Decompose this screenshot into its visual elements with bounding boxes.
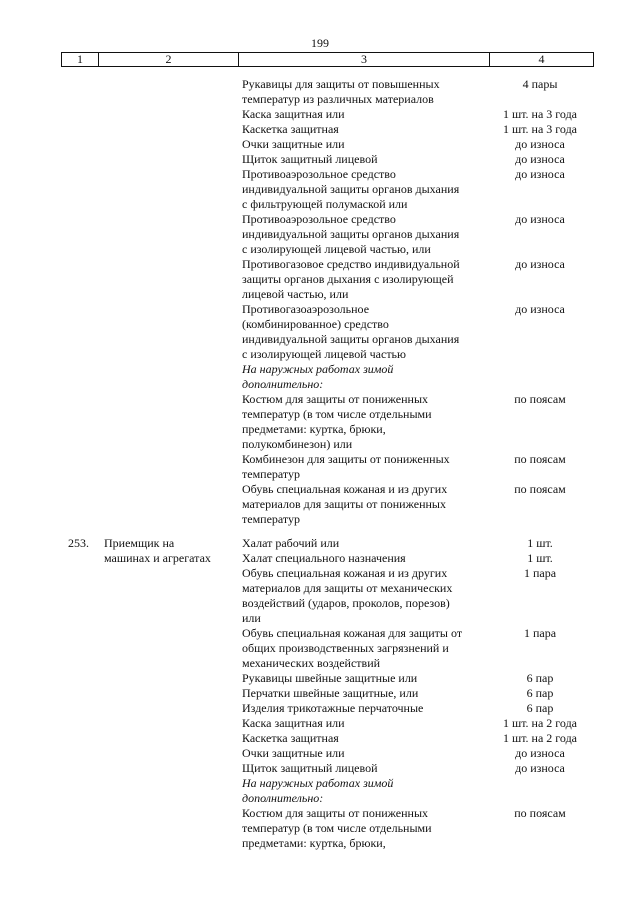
text-line: Перчатки швейные защитные, или	[242, 686, 419, 700]
block1-item-norm: до износа	[515, 137, 565, 151]
block1-item-norm: 1 шт. на 3 года	[502, 122, 578, 136]
block2-item-norm: 6 пар	[526, 701, 554, 715]
text-line: На наружных работах зимой	[242, 362, 394, 376]
text-line: защиты органов дыхания с изолирующей	[242, 272, 454, 286]
block2-item-norm: 1 шт.	[527, 551, 553, 565]
text-line: Приемщик на	[104, 536, 175, 550]
text-line: или	[242, 611, 261, 625]
text-line: Рукавицы швейные защитные или	[242, 671, 418, 685]
block1-item-norm: до износа	[515, 257, 565, 271]
block2-item-norm: 1 пара	[523, 566, 557, 580]
item-number: 253.	[68, 536, 89, 550]
block1-item-norm: по поясам	[514, 392, 566, 406]
text-line: Обувь специальная кожаная и из других	[242, 566, 448, 580]
block1-item-name	[242, 362, 492, 392]
text-line: Халат рабочий или	[242, 536, 340, 550]
text-line: Комбинезон для защиты от пониженных	[242, 452, 450, 466]
block2-item-norm: до износа	[515, 746, 565, 760]
text-line: с фильтрующей полумаской или	[242, 197, 408, 211]
text-line: Противоаэрозольное средство	[242, 167, 396, 181]
block2-item-name	[242, 536, 492, 551]
block1-item-norm: до износа	[515, 212, 565, 226]
column-header-row	[61, 52, 594, 67]
block1-item-name	[242, 452, 492, 482]
text-line: температур	[242, 467, 301, 481]
block1-item-name	[242, 302, 492, 362]
profession-name	[104, 536, 240, 566]
block1-item-name	[242, 107, 492, 122]
text-line: Каскетка защитная	[242, 122, 339, 136]
block1-item-norm: до износа	[515, 152, 565, 166]
text-line: Очки защитные или	[242, 746, 345, 760]
block2-item-name	[242, 746, 492, 761]
text-line: Противоаэрозольное средство	[242, 212, 396, 226]
text-line: Щиток защитный лицевой	[242, 152, 378, 166]
text-line: предметами: куртка, брюки,	[242, 836, 386, 850]
text-line: машинах и агрегатах	[104, 551, 211, 565]
text-line: Костюм для защиты от пониженных	[242, 392, 429, 406]
text-line: с изолирующей лицевой частью, или	[242, 242, 431, 256]
block2-item-name	[242, 686, 492, 701]
page-number: 199	[311, 36, 329, 50]
block2-item-name	[242, 671, 492, 686]
block1-item-name	[242, 77, 492, 107]
block2-item-name	[242, 731, 492, 746]
block2-item-name	[242, 551, 492, 566]
column-header-3: 3	[239, 53, 490, 67]
block2-item-name	[242, 716, 492, 731]
text-line: Костюм для защиты от пониженных	[242, 806, 429, 820]
block2-item-norm: по поясам	[514, 806, 566, 820]
text-line: Каска защитная или	[242, 716, 345, 730]
block2-item-name	[242, 776, 492, 806]
block1-item-norm: до износа	[515, 302, 565, 316]
text-line: (комбинированное) средство	[242, 317, 389, 331]
text-line: температур (в том числе отдельными	[242, 407, 432, 421]
block1-item-norm: по поясам	[514, 482, 566, 496]
text-line: индивидуальной защиты органов дыхания	[242, 182, 460, 196]
column-header-4: 4	[490, 53, 594, 67]
text-line: Изделия трикотажные перчаточные	[242, 701, 424, 715]
text-line: индивидуальной защиты органов дыхания	[242, 332, 460, 346]
block1-item-name	[242, 122, 492, 137]
text-line: Противогазоаэрозольное	[242, 302, 370, 316]
text-line: воздействий (ударов, проколов, порезов)	[242, 596, 450, 610]
text-line: индивидуальной защиты органов дыхания	[242, 227, 460, 241]
block1-item-name	[242, 212, 492, 257]
block1-item-name	[242, 167, 492, 212]
block1-item-name	[242, 392, 492, 452]
block1-item-norm: по поясам	[514, 452, 566, 466]
text-line: с изолирующей лицевой частью	[242, 347, 406, 361]
block2-item-name	[242, 761, 492, 776]
text-line: Рукавицы для защиты от повышенных	[242, 77, 440, 91]
block1-item-norm: 4 пары	[522, 77, 558, 91]
text-line: Очки защитные или	[242, 137, 345, 151]
block1-item-name	[242, 257, 492, 302]
text-line: материалов для защиты от механических	[242, 581, 453, 595]
block1-item-name	[242, 137, 492, 152]
block2-item-norm: 1 пара	[523, 626, 557, 640]
block2-item-norm: 1 шт. на 2 года	[502, 731, 578, 745]
text-line: механических воздействий	[242, 656, 381, 670]
block2-item-name	[242, 566, 492, 626]
block2-item-norm: 1 шт.	[527, 536, 553, 550]
text-line: температур из различных материалов	[242, 92, 434, 106]
text-line: дополнительно:	[242, 791, 324, 805]
block1-item-name	[242, 482, 492, 527]
text-line: температур	[242, 512, 301, 526]
text-line: материалов для защиты от пониженных	[242, 497, 446, 511]
text-line: Каска защитная или	[242, 107, 345, 121]
block2-item-name	[242, 701, 492, 716]
column-header-1: 1	[62, 53, 99, 67]
block2-item-name	[242, 626, 492, 671]
text-line: На наружных работах зимой	[242, 776, 394, 790]
text-line: Халат специального назначения	[242, 551, 406, 565]
text-line: лицевой частью, или	[242, 287, 349, 301]
block2-item-norm: до износа	[515, 761, 565, 775]
text-line: Щиток защитный лицевой	[242, 761, 378, 775]
block1-item-name	[242, 152, 492, 167]
text-line: Каскетка защитная	[242, 731, 339, 745]
block2-item-norm: 1 шт. на 2 года	[502, 716, 578, 730]
block2-item-norm: 6 пар	[526, 686, 554, 700]
text-line: Противогазовое средство индивидуальной	[242, 257, 460, 271]
text-line: полукомбинезон) или	[242, 437, 353, 451]
block2-item-name	[242, 806, 492, 851]
text-line: температур (в том числе отдельными	[242, 821, 432, 835]
text-line: предметами: куртка, брюки,	[242, 422, 386, 436]
text-line: дополнительно:	[242, 377, 324, 391]
column-header-2: 2	[99, 53, 239, 67]
text-line: общих производственных загрязнений и	[242, 641, 449, 655]
block1-item-norm: 1 шт. на 3 года	[502, 107, 578, 121]
text-line: Обувь специальная кожаная и из других	[242, 482, 448, 496]
block1-item-norm: до износа	[515, 167, 565, 181]
block2-item-norm: 6 пар	[526, 671, 554, 685]
text-line: Обувь специальная кожаная для защиты от	[242, 626, 463, 640]
